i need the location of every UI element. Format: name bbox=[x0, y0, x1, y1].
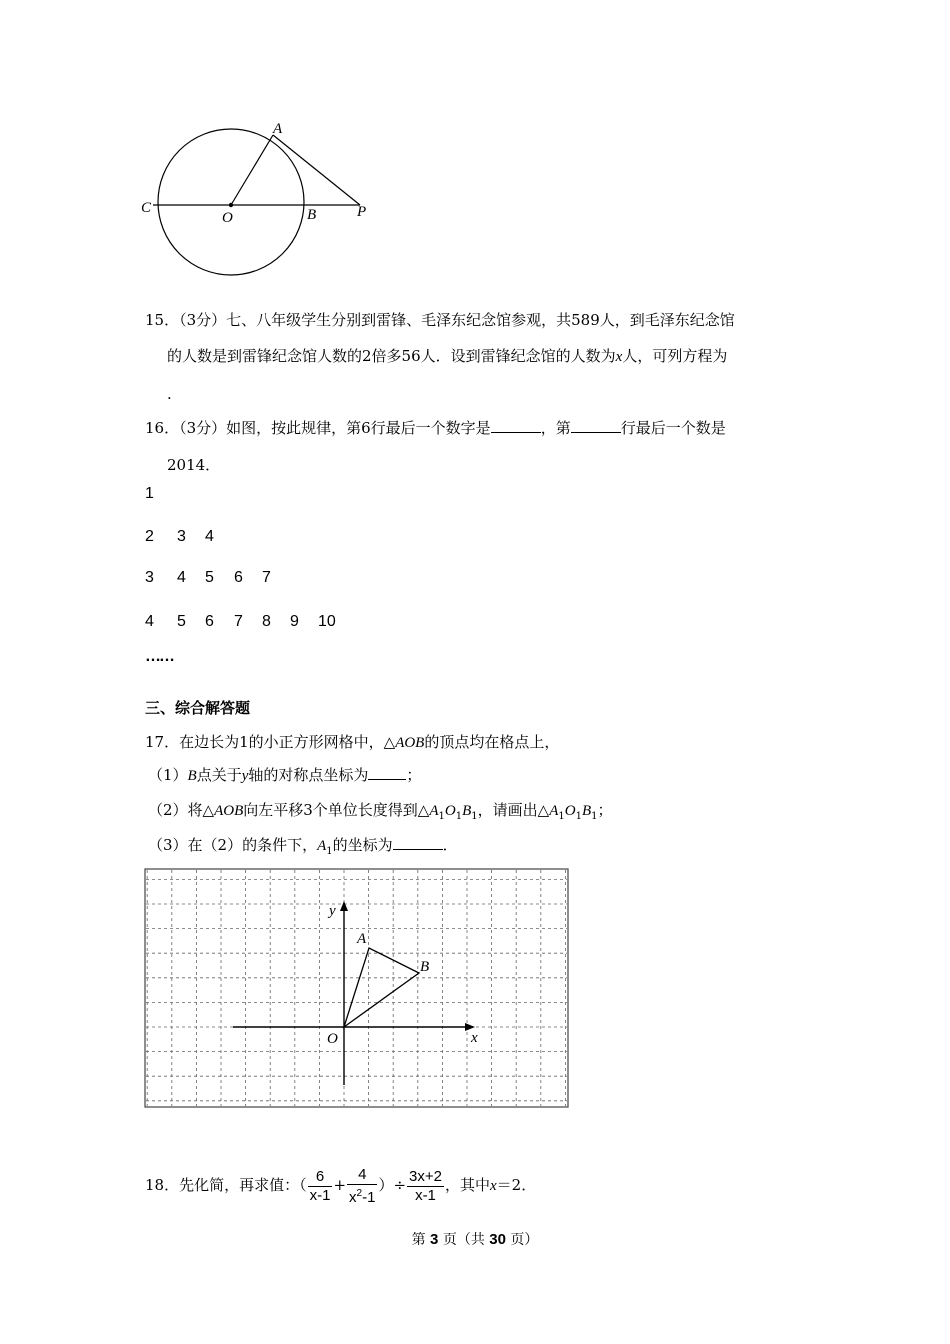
q18-line bbox=[145, 1163, 536, 1207]
grid-label-x: x bbox=[471, 1030, 478, 1046]
q15-line3 bbox=[167, 384, 172, 404]
q17-intro-b: 的顶点均在格点上， bbox=[424, 733, 560, 751]
label-b: B bbox=[307, 207, 317, 223]
q16-blank2[interactable] bbox=[571, 418, 621, 433]
q17-p2-b1: B bbox=[462, 803, 472, 819]
q18-f1-num: 6 bbox=[308, 1168, 333, 1187]
q18-number: 18． bbox=[145, 1176, 180, 1194]
q17-p3-a1-sub: 1 bbox=[326, 846, 333, 857]
q17-blank1[interactable] bbox=[368, 765, 406, 780]
q17-p2-o1b-sub: 1 bbox=[575, 811, 582, 822]
q17-p2-b1b: B bbox=[581, 803, 592, 819]
q15-line2 bbox=[167, 346, 727, 367]
row4-n2: 5 bbox=[177, 613, 186, 630]
q17-p3-b: 的坐标为 bbox=[332, 836, 393, 854]
page-footer bbox=[0, 1229, 950, 1249]
tangent-ap bbox=[273, 135, 360, 205]
q18-f2-den-a: x bbox=[349, 1188, 357, 1206]
q17-p1-b: 点关于 bbox=[196, 766, 242, 784]
circle-tangent-figure bbox=[135, 118, 385, 283]
row4-n1: 4 bbox=[145, 613, 154, 630]
q17-p1-var2: y bbox=[241, 768, 249, 784]
q17-p1-var: B bbox=[187, 768, 197, 784]
q17-p2-a1: A bbox=[429, 803, 439, 819]
q15-text2a: 的人数是到雷锋纪念馆人数的2倍多56人．设到雷锋纪念馆的人数为 bbox=[167, 347, 616, 365]
q18-f3-num: 3x+2 bbox=[409, 1167, 442, 1185]
q17-p2-b1-sub: 1 bbox=[471, 811, 478, 822]
q18-var: x bbox=[489, 1178, 497, 1194]
q17-p2-d: ； bbox=[597, 801, 613, 819]
q17-intro-a: 在边长为1的小正方形网格中，△ bbox=[179, 733, 396, 751]
q17-p2-o1-sub: 1 bbox=[455, 811, 463, 822]
segment-oa bbox=[231, 135, 273, 205]
footer-a: 第 bbox=[411, 1232, 426, 1248]
row3-n2: 4 bbox=[177, 569, 186, 586]
label-a: A bbox=[273, 121, 283, 137]
row2-n3: 4 bbox=[205, 528, 214, 545]
y-axis-arrow bbox=[340, 901, 348, 911]
q18-f2-den-sup: 2 bbox=[356, 1187, 363, 1199]
row3-n5: 7 bbox=[262, 569, 271, 586]
footer-total: 30 bbox=[489, 1231, 506, 1248]
q15-line1 bbox=[145, 310, 735, 330]
row1-n1: 1 bbox=[145, 485, 154, 502]
q18-f1-den: x-1 bbox=[309, 1186, 331, 1204]
q16-text2: 2014． bbox=[167, 456, 221, 474]
q15-var: x bbox=[615, 349, 623, 365]
q15-text1: （3分）七、八年级学生分别到雷锋、毛泽东纪念馆参观，共589人，到毛泽东纪念馆 bbox=[179, 311, 735, 329]
q17-intro-var: AOB bbox=[395, 735, 425, 751]
q17-p1-c: 轴的对称点坐标为 bbox=[248, 766, 369, 784]
q18-fraction-1 bbox=[308, 1168, 333, 1205]
q15-text2b: 人，可列方程为 bbox=[622, 347, 728, 365]
q17-p2-a1b-sub: 1 bbox=[558, 811, 565, 822]
footer-page: 3 bbox=[430, 1231, 439, 1248]
grid-label-b: B bbox=[420, 959, 430, 975]
footer-b: 页（共 bbox=[442, 1232, 485, 1248]
q16-line2 bbox=[167, 455, 220, 475]
q17-p2-a: （2）将△ bbox=[148, 801, 215, 819]
q18-text-b: ，其中 bbox=[444, 1176, 490, 1194]
q17-p2-a1b: A bbox=[549, 803, 559, 819]
q16-number: 16． bbox=[145, 419, 180, 437]
footer-c: 页） bbox=[510, 1232, 539, 1248]
row3-n3: 5 bbox=[205, 569, 214, 586]
q17-p3-a1: A bbox=[317, 838, 327, 854]
q17-blank3[interactable] bbox=[393, 835, 443, 850]
q16-blank1[interactable] bbox=[491, 418, 541, 433]
triangle-aob bbox=[344, 948, 419, 1027]
row4-n3: 6 bbox=[205, 613, 214, 630]
q17-p2-b: 向左平移3个单位长度得到△ bbox=[243, 801, 430, 819]
section-title bbox=[145, 698, 250, 718]
q17-p2-a1-sub: 1 bbox=[438, 811, 445, 822]
label-c: C bbox=[141, 200, 152, 216]
row4-n6: 9 bbox=[290, 613, 299, 630]
coordinate-grid-figure bbox=[143, 867, 571, 1111]
q17-part1 bbox=[148, 765, 421, 786]
circle-o bbox=[158, 129, 304, 275]
q16-text1a: （3分）如图，按此规律，第6行最后一个数字是 bbox=[179, 419, 491, 437]
q17-p1-d: ； bbox=[406, 766, 422, 784]
grid-label-o: O bbox=[327, 1031, 338, 1047]
q15-number: 15． bbox=[145, 311, 180, 329]
row3-n4: 6 bbox=[234, 569, 243, 586]
q18-f2-den-b: -1 bbox=[362, 1188, 376, 1206]
q18-text-a: 先化简，再求值：（ bbox=[179, 1176, 307, 1194]
q18-text-c: ＝2． bbox=[496, 1176, 537, 1194]
q16-line1 bbox=[145, 418, 726, 438]
q17-p2-var: AOB bbox=[214, 803, 244, 819]
q18-f2-num: 4 bbox=[347, 1166, 377, 1185]
section3-title: 三、综合解答题 bbox=[145, 699, 251, 717]
q17-number: 17． bbox=[145, 733, 180, 751]
row4-n7: 10 bbox=[318, 613, 336, 630]
q17-p2-o1: O bbox=[444, 803, 456, 819]
label-p: P bbox=[357, 204, 367, 220]
q16-text1b: ，第 bbox=[540, 419, 571, 437]
q17-part3 bbox=[148, 835, 458, 862]
q18-plus: + bbox=[333, 1176, 347, 1194]
q17-p2-o1b: O bbox=[564, 803, 576, 819]
center-dot bbox=[229, 203, 233, 207]
label-o: O bbox=[222, 210, 233, 226]
q17-p1-a: （1） bbox=[148, 766, 188, 784]
row3-n1: 3 bbox=[145, 569, 154, 586]
row2-n2: 3 bbox=[177, 528, 186, 545]
q17-p3-a: （3）在（2）的条件下， bbox=[148, 836, 318, 854]
q17-p2-b1b-sub: 1 bbox=[591, 811, 598, 822]
q17-intro bbox=[145, 732, 559, 753]
q18-fraction-3 bbox=[407, 1168, 444, 1205]
row4-n4: 7 bbox=[234, 613, 243, 630]
grid-label-a: A bbox=[357, 931, 367, 947]
grid-label-y: y bbox=[329, 903, 336, 919]
ellipsis: …… bbox=[145, 648, 173, 665]
q17-p3-c: ． bbox=[442, 836, 458, 854]
q18-fraction-2 bbox=[347, 1166, 377, 1207]
q18-f3-den: x-1 bbox=[415, 1186, 436, 1204]
row2-n1: 2 bbox=[145, 528, 154, 545]
row4-n5: 8 bbox=[262, 613, 271, 630]
q15-answer-dot: . bbox=[167, 385, 172, 403]
q18-f2-den bbox=[347, 1185, 377, 1207]
q17-p2-c: ，请画出△ bbox=[477, 801, 550, 819]
q17-part2 bbox=[148, 800, 613, 827]
q16-text1c: 行最后一个数是 bbox=[620, 419, 726, 437]
q18-div: ）÷ bbox=[378, 1176, 407, 1194]
